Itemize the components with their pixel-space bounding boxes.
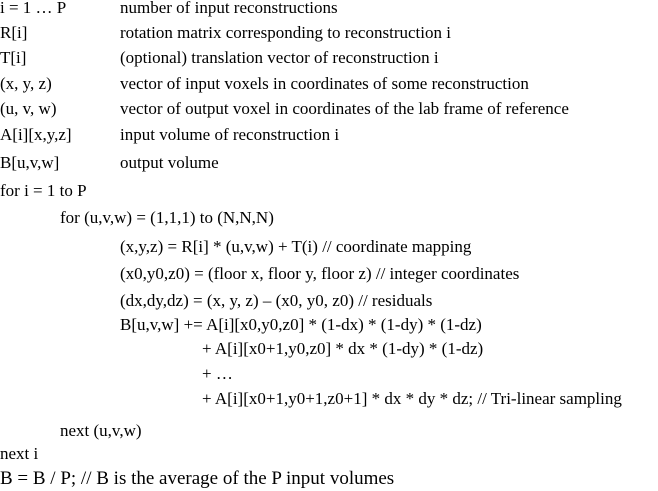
definition-term: i = 1 … P: [0, 0, 67, 17]
definition-desc: input volume of reconstruction i: [120, 125, 340, 144]
definition-term: (x, y, z): [0, 74, 52, 93]
final-average-line: B = B / P; // B is the average of the P input volumes: [0, 468, 395, 489]
accumulate-line-2: + A[i][x0+1,y0,z0] * dx * (1-dy) * (1-dz): [202, 339, 484, 358]
definition-desc: number of input reconstructions: [120, 0, 338, 17]
definition-term: A[i][x,y,z]: [0, 125, 72, 144]
definition-term: T[i]: [0, 48, 27, 67]
definition-term: (u, v, w): [0, 99, 57, 118]
coordinate-mapping-line: (x,y,z) = R[i] * (u,v,w) + T(i) // coordinate mapping: [120, 237, 472, 256]
definition-row: [0, 48, 658, 68]
outer-for-line: for i = 1 to P: [0, 181, 87, 200]
next-outer-line: next i: [0, 444, 39, 463]
definition-term: B[u,v,w]: [0, 153, 60, 172]
definition-desc: rotation matrix corresponding to reconstruction i: [120, 23, 451, 42]
definition-row: [0, 23, 658, 43]
inner-for-line: for (u,v,w) = (1,1,1) to (N,N,N): [60, 208, 274, 227]
accumulate-line-1: B[u,v,w] += A[i][x0,y0,z0] * (1-dx) * (1-dy) * (1-dz): [120, 315, 482, 334]
definition-row: [0, 153, 658, 173]
accumulate-line-3: + …: [202, 364, 233, 383]
definition-row: [0, 99, 658, 119]
definition-term: R[i]: [0, 23, 28, 42]
definition-desc: (optional) translation vector of reconstruction i: [120, 48, 439, 67]
definition-desc: vector of input voxels in coordinates of some reconstruction: [120, 74, 529, 93]
definition-row: [0, 125, 658, 145]
residuals-line: (dx,dy,dz) = (x, y, z) – (x0, y0, z0) // residuals: [120, 291, 433, 310]
integer-coordinates-line: (x0,y0,z0) = (floor x, floor y, floor z) // integer coordinates: [120, 264, 520, 283]
next-inner-line: next (u,v,w): [60, 421, 142, 440]
definition-row: [0, 0, 658, 18]
definition-desc: output volume: [120, 153, 219, 172]
definition-row: [0, 74, 658, 94]
accumulate-line-4: + A[i][x0+1,y0+1,z0+1] * dx * dy * dz; // Tri-linear sampling: [202, 389, 622, 408]
definition-desc: vector of output voxel in coordinates of the lab frame of reference: [120, 99, 569, 118]
